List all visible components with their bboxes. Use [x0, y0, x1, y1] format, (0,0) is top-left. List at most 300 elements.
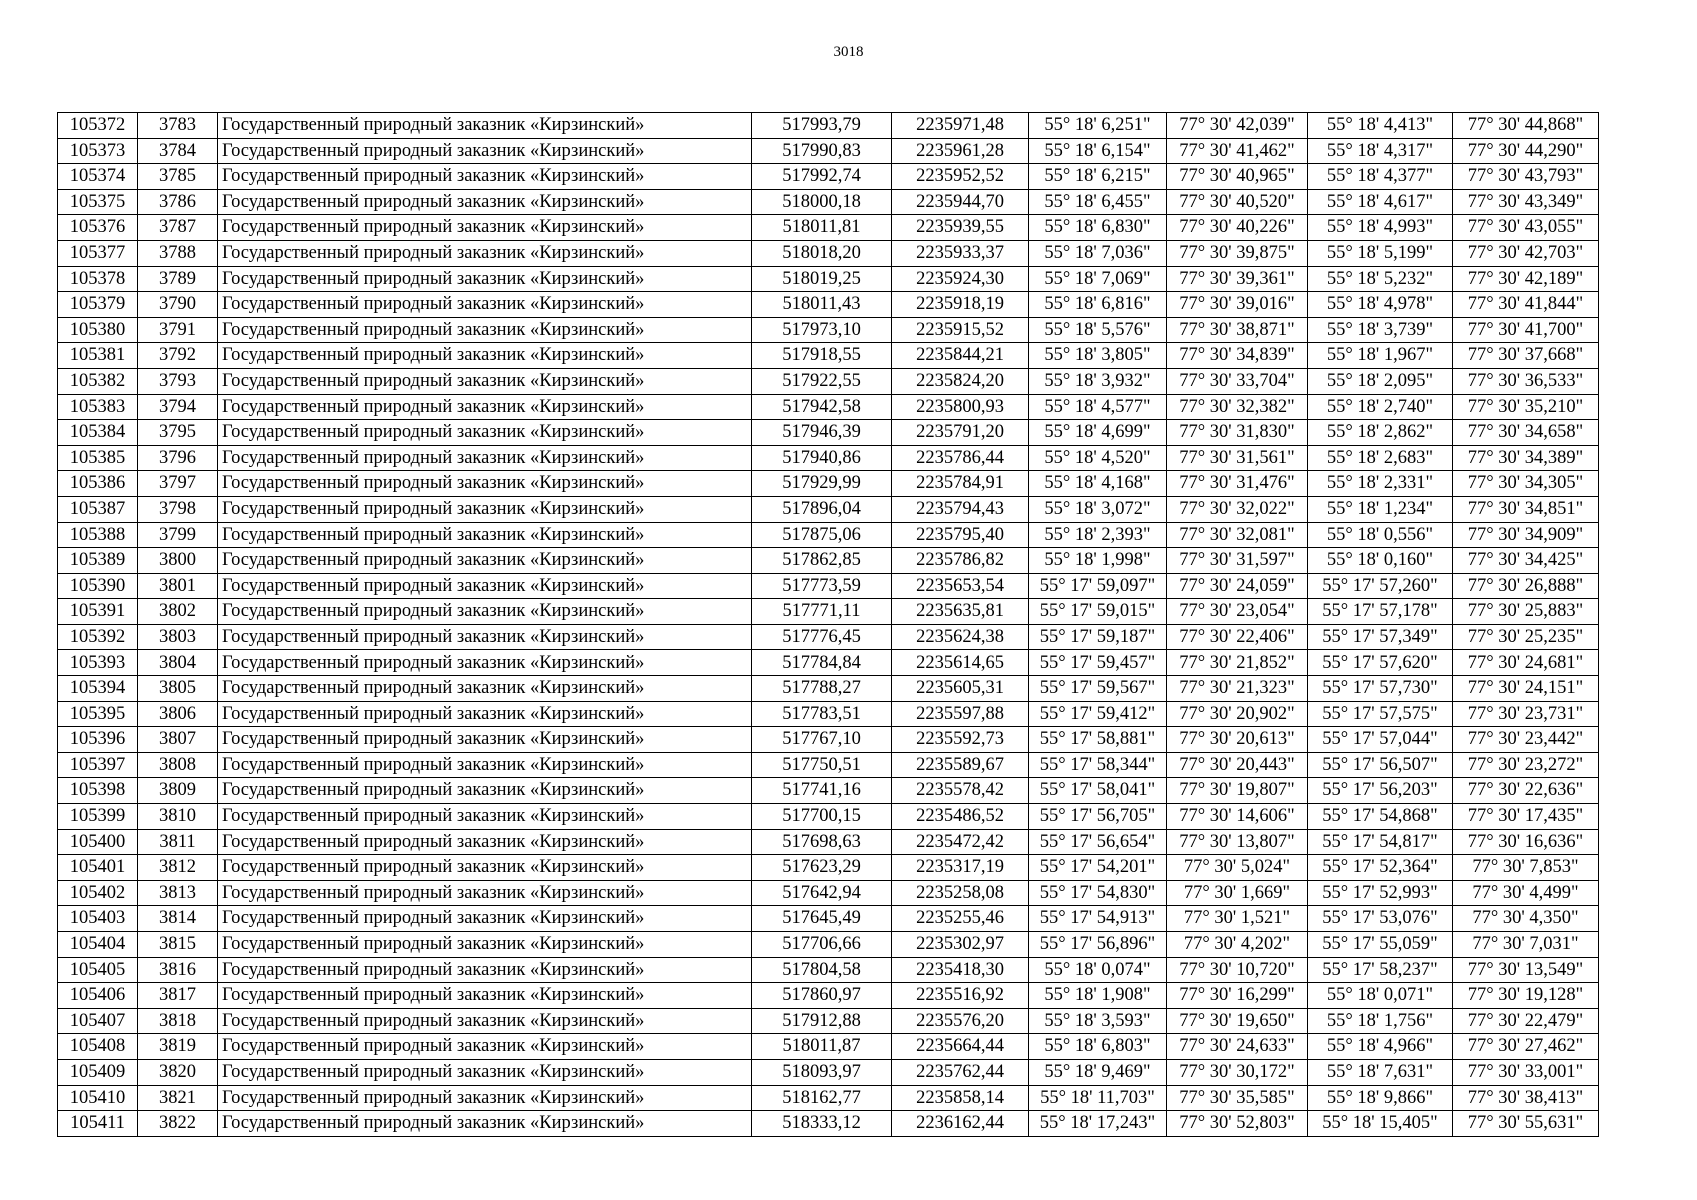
- row-id-cell: 105390: [58, 573, 138, 599]
- longitude-1-cell: 77° 30' 34,839": [1167, 343, 1308, 369]
- row-id-cell: 105403: [58, 906, 138, 932]
- longitude-2-cell: 77° 30' 34,425": [1453, 548, 1599, 574]
- point-number-cell: 3796: [138, 445, 218, 471]
- longitude-2-cell: 77° 30' 44,290": [1453, 138, 1599, 164]
- row-id-cell: 105404: [58, 932, 138, 958]
- coord-x-cell: 518018,20: [752, 240, 892, 266]
- row-id-cell: 105376: [58, 215, 138, 241]
- coord-x-cell: 517973,10: [752, 317, 892, 343]
- coord-x-cell: 518333,12: [752, 1111, 892, 1137]
- latitude-1-cell: 55° 18' 3,805": [1029, 343, 1167, 369]
- table-row: [58, 957, 1599, 983]
- zone-name-cell: Государственный природный заказник «Кирзинский»: [218, 701, 752, 727]
- latitude-2-cell: 55° 18' 4,317": [1308, 138, 1453, 164]
- zone-name-cell: Государственный природный заказник «Кирзинский»: [218, 548, 752, 574]
- coord-y-cell: 2235605,31: [892, 676, 1029, 702]
- longitude-1-cell: 77° 30' 39,361": [1167, 266, 1308, 292]
- point-number-cell: 3789: [138, 266, 218, 292]
- zone-name-cell: Государственный природный заказник «Кирзинский»: [218, 727, 752, 753]
- table-row: [58, 240, 1599, 266]
- table-body: [58, 113, 1599, 1137]
- longitude-2-cell: 77° 30' 24,681": [1453, 650, 1599, 676]
- latitude-2-cell: 55° 17' 57,044": [1308, 727, 1453, 753]
- row-id-cell: 105378: [58, 266, 138, 292]
- row-id-cell: 105392: [58, 624, 138, 650]
- longitude-2-cell: 77° 30' 34,305": [1453, 471, 1599, 497]
- point-number-cell: 3807: [138, 727, 218, 753]
- coord-x-cell: 518011,87: [752, 1034, 892, 1060]
- coord-y-cell: 2235918,19: [892, 292, 1029, 318]
- zone-name-cell: Государственный природный заказник «Кирзинский»: [218, 317, 752, 343]
- coord-y-cell: 2235576,20: [892, 1008, 1029, 1034]
- coord-x-cell: 517918,55: [752, 343, 892, 369]
- coord-x-cell: 517990,83: [752, 138, 892, 164]
- coord-y-cell: 2235786,82: [892, 548, 1029, 574]
- latitude-1-cell: 55° 18' 6,816": [1029, 292, 1167, 318]
- table-row: [58, 496, 1599, 522]
- latitude-1-cell: 55° 18' 4,699": [1029, 420, 1167, 446]
- latitude-1-cell: 55° 17' 58,881": [1029, 727, 1167, 753]
- table-row: [58, 727, 1599, 753]
- longitude-2-cell: 77° 30' 7,031": [1453, 932, 1599, 958]
- latitude-2-cell: 55° 17' 52,364": [1308, 855, 1453, 881]
- longitude-1-cell: 77° 30' 41,462": [1167, 138, 1308, 164]
- row-id-cell: 105388: [58, 522, 138, 548]
- row-id-cell: 105394: [58, 676, 138, 702]
- point-number-cell: 3797: [138, 471, 218, 497]
- coord-y-cell: 2235952,52: [892, 164, 1029, 190]
- longitude-1-cell: 77° 30' 10,720": [1167, 957, 1308, 983]
- row-id-cell: 105385: [58, 445, 138, 471]
- latitude-1-cell: 55° 17' 59,457": [1029, 650, 1167, 676]
- latitude-1-cell: 55° 17' 59,015": [1029, 599, 1167, 625]
- latitude-2-cell: 55° 17' 53,076": [1308, 906, 1453, 932]
- table-row: [58, 906, 1599, 932]
- latitude-2-cell: 55° 17' 57,620": [1308, 650, 1453, 676]
- coord-y-cell: 2235794,43: [892, 496, 1029, 522]
- latitude-2-cell: 55° 18' 4,413": [1308, 113, 1453, 139]
- coord-y-cell: 2235255,46: [892, 906, 1029, 932]
- table-row: [58, 164, 1599, 190]
- coord-x-cell: 517623,29: [752, 855, 892, 881]
- coord-x-cell: 517940,86: [752, 445, 892, 471]
- latitude-1-cell: 55° 18' 1,998": [1029, 548, 1167, 574]
- longitude-1-cell: 77° 30' 19,650": [1167, 1008, 1308, 1034]
- zone-name-cell: Государственный природный заказник «Кирзинский»: [218, 292, 752, 318]
- point-number-cell: 3788: [138, 240, 218, 266]
- point-number-cell: 3787: [138, 215, 218, 241]
- coord-y-cell: 2235578,42: [892, 778, 1029, 804]
- coord-y-cell: 2235786,44: [892, 445, 1029, 471]
- point-number-cell: 3818: [138, 1008, 218, 1034]
- table-row: [58, 573, 1599, 599]
- zone-name-cell: Государственный природный заказник «Кирзинский»: [218, 394, 752, 420]
- coord-x-cell: 517784,84: [752, 650, 892, 676]
- row-id-cell: 105408: [58, 1034, 138, 1060]
- longitude-1-cell: 77° 30' 32,022": [1167, 496, 1308, 522]
- longitude-2-cell: 77° 30' 38,413": [1453, 1085, 1599, 1111]
- row-id-cell: 105395: [58, 701, 138, 727]
- row-id-cell: 105401: [58, 855, 138, 881]
- latitude-1-cell: 55° 18' 6,455": [1029, 189, 1167, 215]
- zone-name-cell: Государственный природный заказник «Кирзинский»: [218, 1034, 752, 1060]
- table-row: [58, 138, 1599, 164]
- coord-y-cell: 2235516,92: [892, 983, 1029, 1009]
- point-number-cell: 3814: [138, 906, 218, 932]
- latitude-2-cell: 55° 18' 7,631": [1308, 1059, 1453, 1085]
- coord-x-cell: 517750,51: [752, 752, 892, 778]
- zone-name-cell: Государственный природный заказник «Кирзинский»: [218, 983, 752, 1009]
- zone-name-cell: Государственный природный заказник «Кирзинский»: [218, 676, 752, 702]
- row-id-cell: 105386: [58, 471, 138, 497]
- latitude-2-cell: 55° 18' 2,683": [1308, 445, 1453, 471]
- coord-y-cell: 2235589,67: [892, 752, 1029, 778]
- row-id-cell: 105411: [58, 1111, 138, 1137]
- table-row: [58, 471, 1599, 497]
- row-id-cell: 105409: [58, 1059, 138, 1085]
- coord-y-cell: 2235858,14: [892, 1085, 1029, 1111]
- latitude-1-cell: 55° 17' 59,567": [1029, 676, 1167, 702]
- point-number-cell: 3817: [138, 983, 218, 1009]
- longitude-1-cell: 77° 30' 14,606": [1167, 804, 1308, 830]
- point-number-cell: 3806: [138, 701, 218, 727]
- table-row: [58, 343, 1599, 369]
- table-row: [58, 932, 1599, 958]
- coord-x-cell: 517992,74: [752, 164, 892, 190]
- zone-name-cell: Государственный природный заказник «Кирзинский»: [218, 829, 752, 855]
- longitude-2-cell: 77° 30' 4,499": [1453, 880, 1599, 906]
- zone-name-cell: Государственный природный заказник «Кирзинский»: [218, 906, 752, 932]
- latitude-2-cell: 55° 18' 4,617": [1308, 189, 1453, 215]
- coord-x-cell: 518162,77: [752, 1085, 892, 1111]
- latitude-2-cell: 55° 17' 57,349": [1308, 624, 1453, 650]
- zone-name-cell: Государственный природный заказник «Кирзинский»: [218, 804, 752, 830]
- zone-name-cell: Государственный природный заказник «Кирзинский»: [218, 215, 752, 241]
- coord-y-cell: 2235653,54: [892, 573, 1029, 599]
- longitude-1-cell: 77° 30' 20,443": [1167, 752, 1308, 778]
- coord-x-cell: 517862,85: [752, 548, 892, 574]
- latitude-1-cell: 55° 18' 1,908": [1029, 983, 1167, 1009]
- longitude-2-cell: 77° 30' 41,700": [1453, 317, 1599, 343]
- latitude-1-cell: 55° 18' 6,251": [1029, 113, 1167, 139]
- zone-name-cell: Государственный природный заказник «Кирзинский»: [218, 113, 752, 139]
- longitude-2-cell: 77° 30' 43,349": [1453, 189, 1599, 215]
- longitude-1-cell: 77° 30' 31,476": [1167, 471, 1308, 497]
- zone-name-cell: Государственный природный заказник «Кирзинский»: [218, 496, 752, 522]
- longitude-1-cell: 77° 30' 22,406": [1167, 624, 1308, 650]
- zone-name-cell: Государственный природный заказник «Кирзинский»: [218, 880, 752, 906]
- latitude-2-cell: 55° 17' 57,575": [1308, 701, 1453, 727]
- point-number-cell: 3822: [138, 1111, 218, 1137]
- longitude-2-cell: 77° 30' 34,909": [1453, 522, 1599, 548]
- latitude-2-cell: 55° 18' 1,967": [1308, 343, 1453, 369]
- latitude-1-cell: 55° 18' 3,072": [1029, 496, 1167, 522]
- coord-x-cell: 518011,81: [752, 215, 892, 241]
- row-id-cell: 105399: [58, 804, 138, 830]
- longitude-1-cell: 77° 30' 19,807": [1167, 778, 1308, 804]
- coord-y-cell: 2235664,44: [892, 1034, 1029, 1060]
- coord-x-cell: 517875,06: [752, 522, 892, 548]
- table-row: [58, 1008, 1599, 1034]
- zone-name-cell: Государственный природный заказник «Кирзинский»: [218, 343, 752, 369]
- coord-y-cell: 2235933,37: [892, 240, 1029, 266]
- coord-y-cell: 2235791,20: [892, 420, 1029, 446]
- latitude-1-cell: 55° 17' 59,097": [1029, 573, 1167, 599]
- table-row: [58, 368, 1599, 394]
- coord-y-cell: 2235592,73: [892, 727, 1029, 753]
- table-row: [58, 113, 1599, 139]
- coord-y-cell: 2235317,19: [892, 855, 1029, 881]
- coord-x-cell: 517993,79: [752, 113, 892, 139]
- latitude-2-cell: 55° 17' 56,203": [1308, 778, 1453, 804]
- coord-y-cell: 2235961,28: [892, 138, 1029, 164]
- coord-y-cell: 2236162,44: [892, 1111, 1029, 1137]
- longitude-1-cell: 77° 30' 20,613": [1167, 727, 1308, 753]
- point-number-cell: 3783: [138, 113, 218, 139]
- latitude-2-cell: 55° 18' 4,966": [1308, 1034, 1453, 1060]
- table-row: [58, 804, 1599, 830]
- table-row: [58, 548, 1599, 574]
- latitude-1-cell: 55° 17' 54,830": [1029, 880, 1167, 906]
- zone-name-cell: Государственный природный заказник «Кирзинский»: [218, 599, 752, 625]
- latitude-2-cell: 55° 18' 4,978": [1308, 292, 1453, 318]
- zone-name-cell: Государственный природный заказник «Кирзинский»: [218, 752, 752, 778]
- table-row: [58, 1059, 1599, 1085]
- longitude-2-cell: 77° 30' 22,636": [1453, 778, 1599, 804]
- row-id-cell: 105410: [58, 1085, 138, 1111]
- zone-name-cell: Государственный природный заказник «Кирзинский»: [218, 240, 752, 266]
- row-id-cell: 105396: [58, 727, 138, 753]
- longitude-2-cell: 77° 30' 34,851": [1453, 496, 1599, 522]
- zone-name-cell: Государственный природный заказник «Кирзинский»: [218, 1059, 752, 1085]
- longitude-1-cell: 77° 30' 32,081": [1167, 522, 1308, 548]
- point-number-cell: 3815: [138, 932, 218, 958]
- coord-x-cell: 517698,63: [752, 829, 892, 855]
- latitude-2-cell: 55° 18' 2,862": [1308, 420, 1453, 446]
- table-row: [58, 189, 1599, 215]
- coord-y-cell: 2235597,88: [892, 701, 1029, 727]
- latitude-1-cell: 55° 18' 17,243": [1029, 1111, 1167, 1137]
- longitude-2-cell: 77° 30' 37,668": [1453, 343, 1599, 369]
- longitude-2-cell: 77° 30' 42,189": [1453, 266, 1599, 292]
- longitude-1-cell: 77° 30' 30,172": [1167, 1059, 1308, 1085]
- point-number-cell: 3786: [138, 189, 218, 215]
- longitude-2-cell: 77° 30' 43,793": [1453, 164, 1599, 190]
- latitude-2-cell: 55° 18' 4,993": [1308, 215, 1453, 241]
- longitude-2-cell: 77° 30' 4,350": [1453, 906, 1599, 932]
- row-id-cell: 105384: [58, 420, 138, 446]
- row-id-cell: 105400: [58, 829, 138, 855]
- longitude-1-cell: 77° 30' 1,669": [1167, 880, 1308, 906]
- point-number-cell: 3799: [138, 522, 218, 548]
- row-id-cell: 105406: [58, 983, 138, 1009]
- latitude-2-cell: 55° 17' 52,993": [1308, 880, 1453, 906]
- longitude-2-cell: 77° 30' 35,210": [1453, 394, 1599, 420]
- latitude-2-cell: 55° 18' 5,199": [1308, 240, 1453, 266]
- row-id-cell: 105374: [58, 164, 138, 190]
- latitude-1-cell: 55° 18' 3,932": [1029, 368, 1167, 394]
- table-row: [58, 317, 1599, 343]
- latitude-2-cell: 55° 18' 0,160": [1308, 548, 1453, 574]
- longitude-1-cell: 77° 30' 21,323": [1167, 676, 1308, 702]
- point-number-cell: 3820: [138, 1059, 218, 1085]
- latitude-1-cell: 55° 17' 59,187": [1029, 624, 1167, 650]
- coord-x-cell: 517788,27: [752, 676, 892, 702]
- coord-x-cell: 518093,97: [752, 1059, 892, 1085]
- point-number-cell: 3819: [138, 1034, 218, 1060]
- table-row: [58, 522, 1599, 548]
- point-number-cell: 3792: [138, 343, 218, 369]
- table-row: [58, 880, 1599, 906]
- table-row: [58, 624, 1599, 650]
- point-number-cell: 3809: [138, 778, 218, 804]
- point-number-cell: 3821: [138, 1085, 218, 1111]
- coord-x-cell: 517767,10: [752, 727, 892, 753]
- latitude-2-cell: 55° 18' 2,331": [1308, 471, 1453, 497]
- coord-y-cell: 2235844,21: [892, 343, 1029, 369]
- row-id-cell: 105389: [58, 548, 138, 574]
- point-number-cell: 3802: [138, 599, 218, 625]
- row-id-cell: 105402: [58, 880, 138, 906]
- zone-name-cell: Государственный природный заказник «Кирзинский»: [218, 573, 752, 599]
- longitude-1-cell: 77° 30' 1,521": [1167, 906, 1308, 932]
- coord-x-cell: 517942,58: [752, 394, 892, 420]
- latitude-1-cell: 55° 17' 54,201": [1029, 855, 1167, 881]
- zone-name-cell: Государственный природный заказник «Кирзинский»: [218, 932, 752, 958]
- coord-x-cell: 517860,97: [752, 983, 892, 1009]
- latitude-2-cell: 55° 18' 3,739": [1308, 317, 1453, 343]
- point-number-cell: 3816: [138, 957, 218, 983]
- point-number-cell: 3784: [138, 138, 218, 164]
- latitude-2-cell: 55° 18' 9,866": [1308, 1085, 1453, 1111]
- coord-y-cell: 2235486,52: [892, 804, 1029, 830]
- coord-y-cell: 2235939,55: [892, 215, 1029, 241]
- longitude-1-cell: 77° 30' 40,226": [1167, 215, 1308, 241]
- coord-y-cell: 2235258,08: [892, 880, 1029, 906]
- latitude-2-cell: 55° 17' 58,237": [1308, 957, 1453, 983]
- point-number-cell: 3803: [138, 624, 218, 650]
- zone-name-cell: Государственный природный заказник «Кирзинский»: [218, 957, 752, 983]
- row-id-cell: 105393: [58, 650, 138, 676]
- longitude-1-cell: 77° 30' 20,902": [1167, 701, 1308, 727]
- point-number-cell: 3791: [138, 317, 218, 343]
- zone-name-cell: Государственный природный заказник «Кирзинский»: [218, 164, 752, 190]
- coord-y-cell: 2235915,52: [892, 317, 1029, 343]
- longitude-2-cell: 77° 30' 13,549": [1453, 957, 1599, 983]
- point-number-cell: 3810: [138, 804, 218, 830]
- longitude-1-cell: 77° 30' 39,875": [1167, 240, 1308, 266]
- longitude-2-cell: 77° 30' 25,235": [1453, 624, 1599, 650]
- coord-x-cell: 517642,94: [752, 880, 892, 906]
- latitude-2-cell: 55° 18' 0,071": [1308, 983, 1453, 1009]
- row-id-cell: 105377: [58, 240, 138, 266]
- table-row: [58, 701, 1599, 727]
- longitude-2-cell: 77° 30' 55,631": [1453, 1111, 1599, 1137]
- longitude-2-cell: 77° 30' 17,435": [1453, 804, 1599, 830]
- coord-y-cell: 2235614,65: [892, 650, 1029, 676]
- longitude-2-cell: 77° 30' 34,658": [1453, 420, 1599, 446]
- zone-name-cell: Государственный природный заказник «Кирзинский»: [218, 650, 752, 676]
- row-id-cell: 105372: [58, 113, 138, 139]
- longitude-2-cell: 77° 30' 22,479": [1453, 1008, 1599, 1034]
- latitude-1-cell: 55° 18' 5,576": [1029, 317, 1167, 343]
- zone-name-cell: Государственный природный заказник «Кирзинский»: [218, 1111, 752, 1137]
- latitude-2-cell: 55° 18' 2,740": [1308, 394, 1453, 420]
- point-number-cell: 3811: [138, 829, 218, 855]
- coord-y-cell: 2235472,42: [892, 829, 1029, 855]
- table-row: [58, 266, 1599, 292]
- latitude-2-cell: 55° 18' 15,405": [1308, 1111, 1453, 1137]
- point-number-cell: 3813: [138, 880, 218, 906]
- coord-y-cell: 2235824,20: [892, 368, 1029, 394]
- longitude-2-cell: 77° 30' 7,853": [1453, 855, 1599, 881]
- latitude-1-cell: 55° 18' 6,215": [1029, 164, 1167, 190]
- coord-y-cell: 2235944,70: [892, 189, 1029, 215]
- coord-y-cell: 2235924,30: [892, 266, 1029, 292]
- longitude-1-cell: 77° 30' 52,803": [1167, 1111, 1308, 1137]
- point-number-cell: 3805: [138, 676, 218, 702]
- zone-name-cell: Государственный природный заказник «Кирзинский»: [218, 420, 752, 446]
- latitude-2-cell: 55° 17' 54,868": [1308, 804, 1453, 830]
- coord-x-cell: 517946,39: [752, 420, 892, 446]
- row-id-cell: 105375: [58, 189, 138, 215]
- latitude-1-cell: 55° 18' 0,074": [1029, 957, 1167, 983]
- zone-name-cell: Государственный природный заказник «Кирзинский»: [218, 1085, 752, 1111]
- coord-y-cell: 2235762,44: [892, 1059, 1029, 1085]
- coord-y-cell: 2235418,30: [892, 957, 1029, 983]
- longitude-1-cell: 77° 30' 13,807": [1167, 829, 1308, 855]
- latitude-1-cell: 55° 17' 59,412": [1029, 701, 1167, 727]
- latitude-1-cell: 55° 17' 56,705": [1029, 804, 1167, 830]
- longitude-2-cell: 77° 30' 24,151": [1453, 676, 1599, 702]
- row-id-cell: 105379: [58, 292, 138, 318]
- zone-name-cell: Государственный природный заказник «Кирзинский»: [218, 189, 752, 215]
- row-id-cell: 105405: [58, 957, 138, 983]
- coord-x-cell: 517700,15: [752, 804, 892, 830]
- longitude-1-cell: 77° 30' 23,054": [1167, 599, 1308, 625]
- longitude-1-cell: 77° 30' 16,299": [1167, 983, 1308, 1009]
- table-row: [58, 599, 1599, 625]
- coord-x-cell: 517929,99: [752, 471, 892, 497]
- coord-x-cell: 517896,04: [752, 496, 892, 522]
- point-number-cell: 3794: [138, 394, 218, 420]
- latitude-2-cell: 55° 18' 1,234": [1308, 496, 1453, 522]
- longitude-2-cell: 77° 30' 19,128": [1453, 983, 1599, 1009]
- row-id-cell: 105381: [58, 343, 138, 369]
- coord-x-cell: 518000,18: [752, 189, 892, 215]
- table-row: [58, 215, 1599, 241]
- latitude-2-cell: 55° 18' 1,756": [1308, 1008, 1453, 1034]
- zone-name-cell: Государственный природный заказник «Кирзинский»: [218, 624, 752, 650]
- row-id-cell: 105397: [58, 752, 138, 778]
- table-row: [58, 1034, 1599, 1060]
- latitude-1-cell: 55° 18' 11,703": [1029, 1085, 1167, 1111]
- coord-x-cell: 517645,49: [752, 906, 892, 932]
- coord-y-cell: 2235795,40: [892, 522, 1029, 548]
- coord-y-cell: 2235971,48: [892, 113, 1029, 139]
- longitude-2-cell: 77° 30' 33,001": [1453, 1059, 1599, 1085]
- coord-y-cell: 2235635,81: [892, 599, 1029, 625]
- point-number-cell: 3804: [138, 650, 218, 676]
- latitude-1-cell: 55° 17' 58,041": [1029, 778, 1167, 804]
- point-number-cell: 3801: [138, 573, 218, 599]
- zone-name-cell: Государственный природный заказник «Кирзинский»: [218, 368, 752, 394]
- table-row: [58, 855, 1599, 881]
- zone-name-cell: Государственный природный заказник «Кирзинский»: [218, 445, 752, 471]
- longitude-2-cell: 77° 30' 23,272": [1453, 752, 1599, 778]
- zone-name-cell: Государственный природный заказник «Кирзинский»: [218, 138, 752, 164]
- latitude-1-cell: 55° 18' 3,593": [1029, 1008, 1167, 1034]
